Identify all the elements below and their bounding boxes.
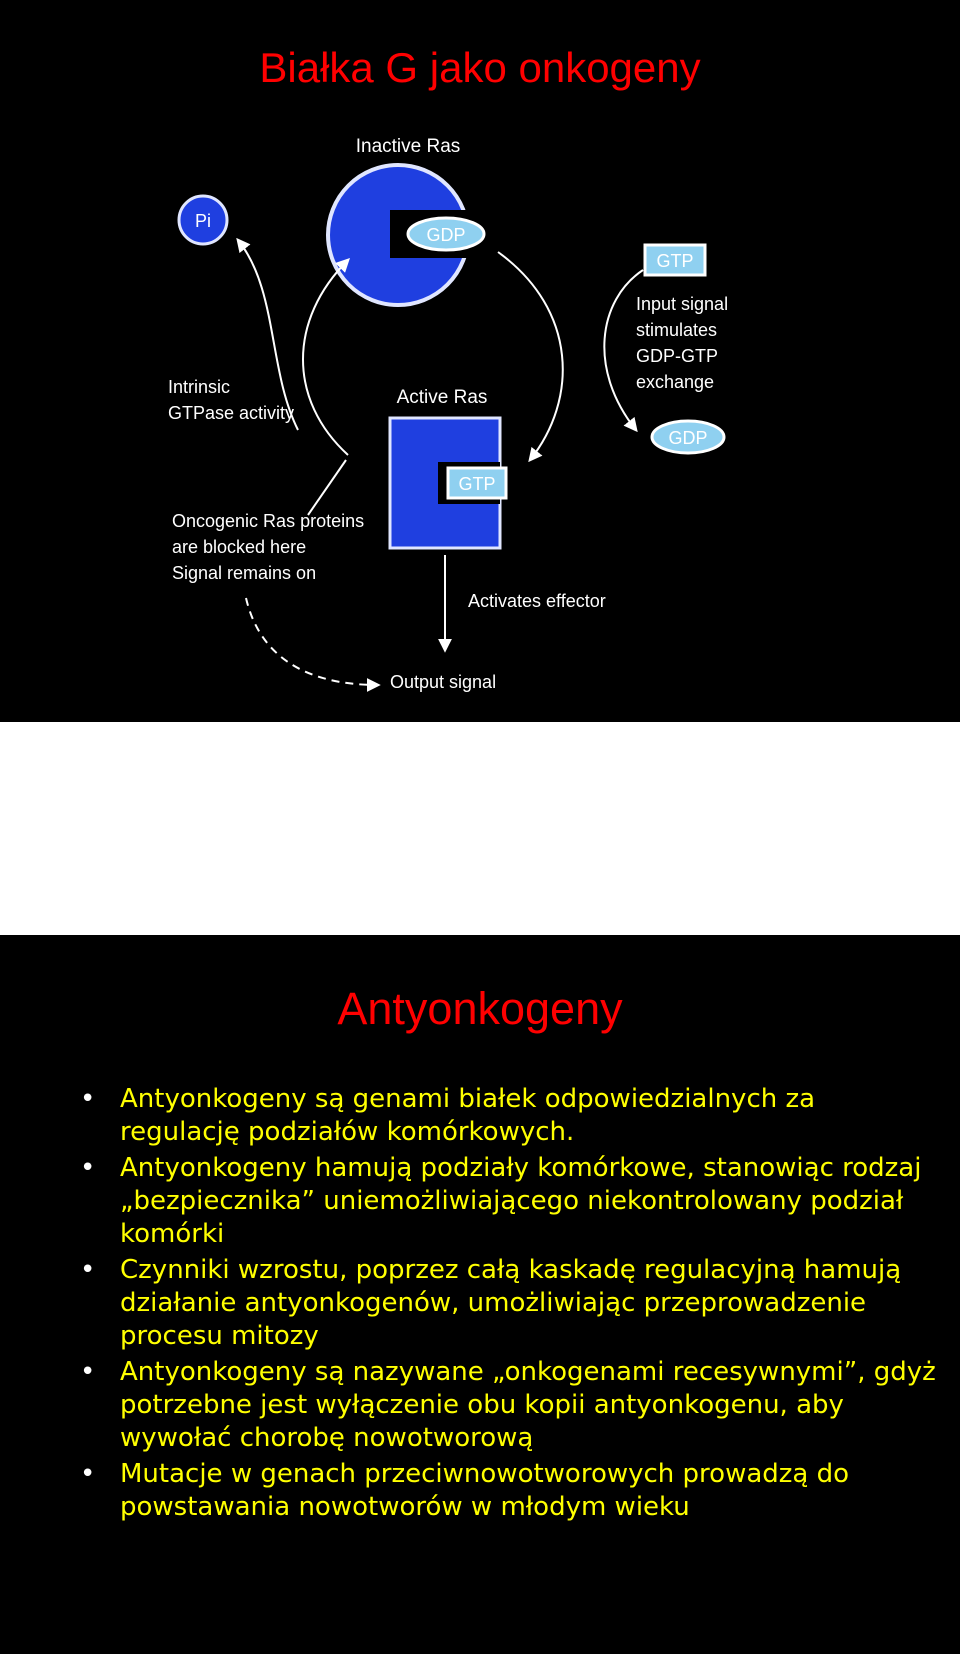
gdp-bound-label: GDP <box>426 225 466 245</box>
bullet-list <box>80 1083 940 1527</box>
gtpase-line-2: GTPase activity <box>168 403 295 423</box>
arrow-output-dashed <box>246 598 378 685</box>
output-signal-label: Output signal <box>390 672 497 692</box>
inactive-ras-label: Inactive Ras <box>355 136 461 157</box>
gtp-bound-label: GTP <box>458 474 496 494</box>
oncogenic-line-1: Oncogenic Ras proteins <box>172 511 365 531</box>
arrow-block-pointer <box>308 460 346 515</box>
gtp-input-label: GTP <box>656 251 694 271</box>
oncogenic-ras-text <box>172 511 369 583</box>
pi-label: Pi <box>194 211 212 231</box>
bullet-item <box>80 1356 940 1455</box>
oncogenic-line-2: are blocked here <box>172 537 307 557</box>
bullet-text: Mutacje w genach przeciwnowotworowych prowadzą do powstawania nowotworów w młodym wieku <box>120 1459 850 1522</box>
bullet-text: Czynniki wzrostu, poprzez całą kaskadę regulacyjną hamują działanie antyonkogenów, umożliwiając przeprowadzenie procesu mitozy <box>120 1255 902 1351</box>
bullet-marker: • <box>80 1153 96 1183</box>
input-signal-line-2: stimulates <box>636 320 718 340</box>
input-signal-text <box>636 294 733 392</box>
slide1-title: Białka G jako onkogeny <box>259 44 701 91</box>
bullet-item <box>80 1152 940 1251</box>
gdp-output-label: GDP <box>668 428 708 448</box>
activates-effector-label: Activates effector <box>468 591 606 611</box>
arrow-pi-release <box>238 240 298 430</box>
input-signal-line-4: exchange <box>636 372 715 392</box>
bullet-marker: • <box>80 1084 96 1114</box>
bullet-text: Antyonkogeny są genami białek odpowiedzialnych za regulację podziałów komórkowych. <box>120 1084 816 1147</box>
active-ras-label: Active Ras <box>396 387 488 408</box>
input-signal-line-1: Input signal <box>636 294 729 314</box>
slide-antyonkogeny <box>0 935 960 1654</box>
bullet-text: Antyonkogeny hamują podziały komórkowe, stanowiąc rodzaj „bezpiecznika” uniemożliwiającego niekontrolowany podział komórki <box>120 1153 922 1249</box>
bullet-marker: • <box>80 1255 96 1285</box>
bullet-item <box>80 1254 940 1353</box>
ras-cycle-diagram <box>158 110 798 722</box>
bullet-marker: • <box>80 1459 96 1489</box>
slide2-title: Antyonkogeny <box>337 983 623 1034</box>
arrow-active-to-inactive <box>303 260 348 455</box>
bullet-marker: • <box>80 1357 96 1387</box>
input-signal-line-3: GDP-GTP <box>636 346 718 366</box>
gtpase-line-1: Intrinsic <box>168 377 231 397</box>
bullet-text: Antyonkogeny są nazywane „onkogenami recesywnymi”, gdyż potrzebne jest wyłączenie obu kopii antyonkogenu, aby wywołać chorobę nowotworową <box>120 1357 936 1453</box>
bullet-item <box>80 1458 940 1524</box>
slide-g-proteins <box>0 0 960 722</box>
arrow-inactive-to-active <box>498 252 563 460</box>
oncogenic-line-3: Signal remains on <box>172 563 317 583</box>
gtpase-activity-text <box>168 377 294 423</box>
bullet-item <box>80 1083 940 1149</box>
